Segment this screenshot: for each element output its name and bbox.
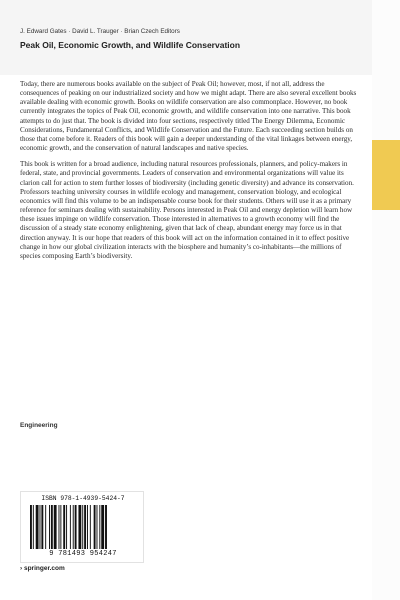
- blurb-paragraph-1: Today, there are numerous books available on the subject of Peak Oil; however, most, if not all, address the consequences of peaking on our industrialized society and how we might adapt. There are also several excellent books available dealing with economic growth. Books on wildlife conservation are also commonplace. However, no book currently integrates the topics of Peak Oil, economic growth, and wildlife conservation into one narrative. This book attempts to do just that. The book is divided into four sections, respectively titled The Energy Dilemma, Economic Considerations, Fundamental Conflicts, and Wildlife Conservation and the Future. Each succeeding section builds on those that come before it. Readers of this book will gain a deeper understanding of the vital linkages between energy, economic growth, and the conservation of natural landscapes and native species.: [20, 80, 357, 153]
- yellow-accent-block: [372, 140, 400, 210]
- book-title: Peak Oil, Economic Growth, and Wildlife Conservation: [20, 40, 241, 50]
- isbn-label: ISBN 978-1-4939-5424-7: [41, 495, 125, 502]
- editors-line: J. Edward Gates · David L. Trauger · Brian Czech Editors: [20, 28, 180, 35]
- barcode-icon: [29, 505, 137, 549]
- barcode-panel: [20, 491, 144, 563]
- blurb-paragraph-2: This book is written for a broad audience, including natural resources professionals, planners, and policy-makers in federal, state, and provincial governments. Leaders of conservation and environmental organizations will value its clarion call for action to stem further losses of biodiversity (including genetic diversity) and advance its conservation. Professors teaching university courses in wildlife ecology and management, conservation biology, and ecological economics will find this volume to be an indispensable course book for their students. Others will use it as a primary reference for seminars dealing with sustainability. Persons interested in Peak Oil and energy depletion will learn how these issues impinge on wildlife conservation. Those interested in alternatives to a growth economy will find the discussion of a steady state economy enlightening, given that lack of cheap, abundant energy may force us in that direction anyway. It is our hope that readers of this book will act on the information contained in it to effect positive change in how our global civilization interacts with the biosphere and humanity’s co-inhabitants—the millions of species composing Earth’s biodiversity.: [20, 160, 354, 260]
- barcode-digits: 9 781493 954247: [49, 550, 117, 558]
- side-stripe: [372, 0, 400, 600]
- header-band: [0, 0, 400, 75]
- subject-category: Engineering: [20, 422, 58, 429]
- blurb-text: [20, 80, 363, 268]
- publisher-url: › springer.com: [20, 565, 65, 572]
